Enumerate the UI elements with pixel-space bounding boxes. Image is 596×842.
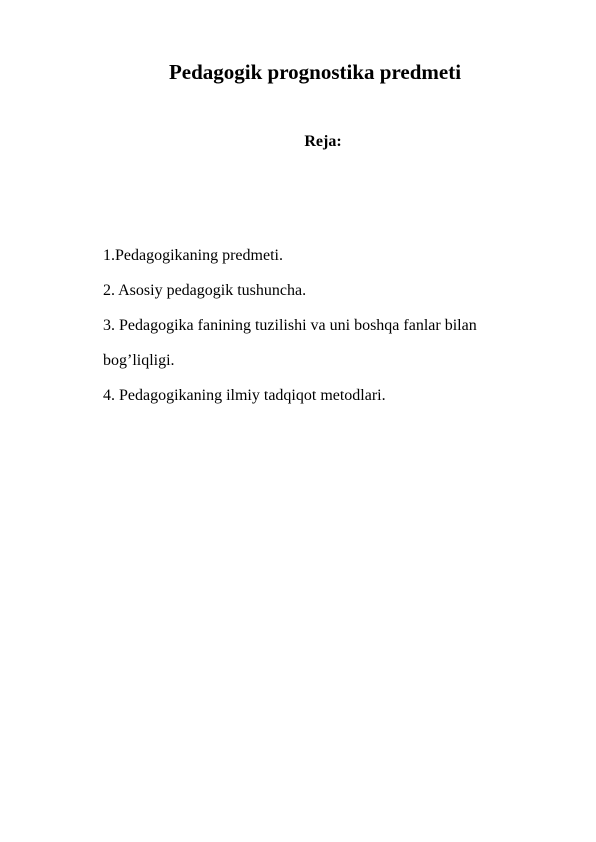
document-title: Pedagogik prognostika predmeti	[168, 60, 462, 84]
plan-item: 4. Pedagogikaning ilmiy tadqiqot metodlari.	[103, 387, 386, 404]
plan-item-continuation: bog’liqligi.	[103, 352, 175, 369]
plan-item: 2. Asosiy pedagogik tushuncha.	[103, 282, 307, 299]
plan-list	[103, 245, 543, 420]
plan-item: 3. Pedagogika fanining tuzilishi va uni boshqa fanlar bilan	[103, 317, 477, 334]
plan-heading: Reja:	[304, 133, 342, 150]
plan-item: 1.Pedagogikaning predmeti.	[103, 247, 283, 264]
